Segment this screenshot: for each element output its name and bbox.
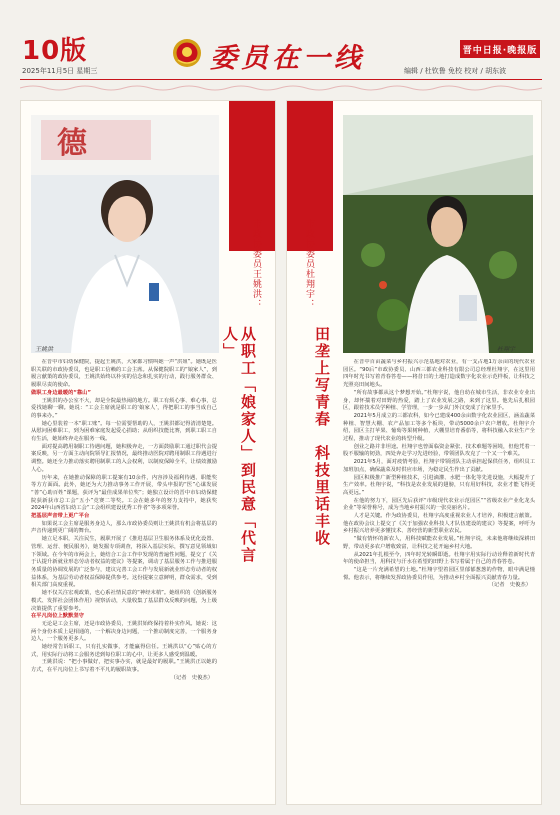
paragraph: 2021年5月成立的三都农科，如今已建成400余亩数字化农业园区，涵盖蔬菜种植、智慧大棚、农产品加工等多个板块，带动5000余户农户增收。杜翔宇介绍，园区主打苹果、葡萄等果树种植，大棚里培育番茄等，将科技融入农业生产全过程，推动了现代农业的转型升级。 <box>343 412 535 443</box>
paragraph: “做有情怀的新农人，用科技赋能农业发展。”杜翔宇说，未来他将继续深耕田野，带动更多农户增收致富，让科技之花开遍乡村大地。 <box>343 536 535 550</box>
paragraph: 王姚洪的办公室不大，却是全院最热闹的地方。职工有烦心事、难心事，总爱找她聊一聊。她说：“工会主席就是职工的‘娘家人’，得把职工的事当成自己的事来办。” <box>31 397 217 419</box>
byline: （记者 史俊杰） <box>488 582 531 589</box>
page-number: 10版 <box>22 36 88 66</box>
column-name: 委员在一线 <box>210 43 365 74</box>
newspaper-brand: 晋中日报·晚报版 <box>460 40 540 58</box>
paragraph: 在晋中百亩蔬菜与乡村振兴示范基地对农业，有一支占地1万余亩的现代农业园区。“90后”市政协委员、山西三都农业科技有限公司总经理杜翔宇，在这里用四年时光书写着青春答卷——将昔日的土地打造成数字化农业示范样板，让科技之光照亮田间地头。 <box>343 359 535 389</box>
paragraph: 她经常告诉职工，只有扎实做事，才能赢得信任。王姚洪以“心”贴心的方式，用实际行动将工会服务送到每位职工的心中，让更多人感受到温暖。 <box>31 644 217 658</box>
svg-text:德: 德 <box>57 126 87 161</box>
paragraph: “这是一片充满希望的土地。”杜翔宇望着园区里郁郁葱葱的作物，眼中满是憧憬。他表示，将继续发挥政协委员作用，为推动乡村全面振兴贡献青春力量。 <box>343 566 535 581</box>
left-article <box>20 100 276 805</box>
kicker: 市政协委员杜翔宇： <box>304 219 314 309</box>
paragraph: 她不仅关注宏观政策，也心系社情民意的“神经末梢”。她组织的《创新服务模式、发挥社会团体作用》视察活动，大量收集了基层群众反映的问题，为上级决策提供了重要参考。 <box>31 590 217 612</box>
paragraph: 王姚洪说：“把小事做好，把实事办实，就是最好的履职。”王姚洪正以她的方式，在平凡岗位上书写着不平凡的履职故事。 <box>31 659 217 674</box>
masthead-rule <box>20 79 542 80</box>
editor-credits: 编辑 / 杜钦鲁 免校 校对 / 胡东波 <box>404 67 507 75</box>
date-line: 2025年11月5日 星期三 <box>22 67 98 75</box>
paragraph: 无论是工会主席，还是市政协委员，王姚洪始终保持着朴实作风。她说：这两个身份本质上是相通的，一个解决身边问题，一个推动制度完善，一个服务身边人，一个服务更多人。 <box>31 620 217 643</box>
article-photo <box>31 115 219 353</box>
paragraph: 她立足本职，关注民生，履职开展了《推进基层卫生服务体系及优化设置、管理、运营、便民服务》，她发掘专项调查，将深入基层实际，撰写意见领域如下领域。在今年的市两会上，她结合工会工作中发现的普遍性问题，提交了《关于认提升新就业形态劳动者权益的建议》等提案，调动了基层服务工作与推进服务质量的协调发展的广泛参与，建议完善工会工作与发展新就业形态劳动者的权益体系，为基层劳动者权益保障提供参考。这份提案立意鲜明，群众需求，受到相关部门高度重视。 <box>31 536 217 589</box>
masthead <box>0 0 560 95</box>
article-body <box>31 359 217 799</box>
paragraph: 历年来，在她推动保障的职工提案有10余件，内容涉及福利待遇、职能奖等方方面面。此外，她还为大力推动事务工作开展，带头申报的“医”心谋发展 “善”心助百姓”课题，获评为“最佳成果单位奖”；她独立设计的晋中市妇幼保健院获新获市总工会“五小”竞赛二等奖。工会在她多年的努力支持中，她获奖2024年山西省妇幼工会“工会组织建设优秀工作者”等多项荣誉。 <box>31 474 217 512</box>
decorative-pattern <box>20 84 542 92</box>
article-body <box>343 359 535 799</box>
paragraph: 创业之路并非坦途。杜翔宇也曾面临资金紧张、技术难题等困境，但他凭着一股不服输的韧劲，四处奔走学习先进经验，带领团队攻克了一个又一个难关。 <box>343 443 535 458</box>
cppcc-emblem-icon <box>172 38 202 68</box>
kicker: 市政协委员王姚洪： <box>251 219 261 309</box>
headline: 田垄上写青春 科技里话丰收 <box>313 326 331 547</box>
headline: 从职工「娘家人」到民意「代言人」 <box>221 326 257 564</box>
photo-caption: 杜翔宇 <box>497 346 516 353</box>
paragraph: 在他的努力下，园区先后获评“市级现代农业示范园区”“省级农业产业化龙头企业”等荣誉称号，成为当地乡村振兴的一张亮丽名片。 <box>343 497 535 512</box>
byline: （记者 史俊杰） <box>170 674 213 681</box>
right-article <box>286 100 542 805</box>
paragraph: 2021年5月，面对疫情考验，杜翔宇带领团队主动承担起保供任务，组织员工加班加点，确保蔬菜及时供应市场，为稳定民生作出了贡献。 <box>343 459 535 473</box>
photo-caption: 王姚洪 <box>35 346 54 353</box>
article-photo <box>343 115 533 353</box>
subheading: 做职工身边最暖的“靠山” <box>31 389 91 396</box>
paragraph: 如果说工会主席是服务身边人，那么市政协委员则让王姚洪有机会将基层的声音传递到更广阔的舞台。 <box>31 520 217 535</box>
paragraph: “所有故事都从这个梦想开始。”杜翔宇说，他自幼在城市生活，非农业专业出身，却怀揣着对田野的热爱，踏上了农业发展之路，来到了这里。他先后扎根园区，跟着技术员学种植、学管理，一步一步从门外汉变成了行家里手。 <box>343 389 535 412</box>
paragraph: 她心里装着一本“职工账”。每一位需要帮助的人，王姚洪都记得清清楚楚。从慰问困难职工，到为困难家庭发起爱心捐助；从组织技能比赛，到职工职工自有生活，她始终奔走在服务一线。 <box>31 420 217 443</box>
paragraph: 面对提高聘用制职工待遇问题，她积极奔走，一方面鼓励职工通过职代会提案反映，另一方面主动向院领导汇报情况，最终推动医院对聘用制职工待遇进行调整。她还全力推动落实聘用制职工的入会权利，以制度保障全平，让绩效激励人心。 <box>31 443 217 473</box>
subheading: 在平凡岗位上默默坚守 <box>31 613 84 620</box>
paragraph: 在晋中市妇幼保健院，提起王姚洪，大家都习惯叫她一声“洪姐”。她既是医职关联的市政协委员，也是职工信赖的工会主席。从保健院职工的“娘家人”，到履言献策的政协委员，王姚洪始终以朴实的信念和扎实的行动，践行服务群众、履职尽责的使命。 <box>31 359 217 389</box>
paragraph: 园区积极推广新型种植技术，引进滴灌、水肥一体化等先进设施，大幅提升了生产效率。杜翔宇说，“科技是农业发展的翅膀，只有用好科技，农业才能飞得更高更远。” <box>343 474 535 496</box>
subheading: 把基层声音带上更广平台 <box>31 513 90 520</box>
paragraph: 人才是关键。作为政协委员，杜翔宇高度重视农业人才培养，积极建言献策。他在政协会议上提交了《关于加强农业科技人才队伍建设的建议》等提案，呼吁为乡村振兴培养更多懂技术、善经营的新型职业农民。 <box>343 513 535 535</box>
paragraph: 从2021年扎根至今，四年时光转瞬即逝。杜翔宇用实际行动诠释着新时代青年的使命担当，用科技与汗水在希望的田野上书写着属于自己的青春答卷。 <box>343 551 535 566</box>
